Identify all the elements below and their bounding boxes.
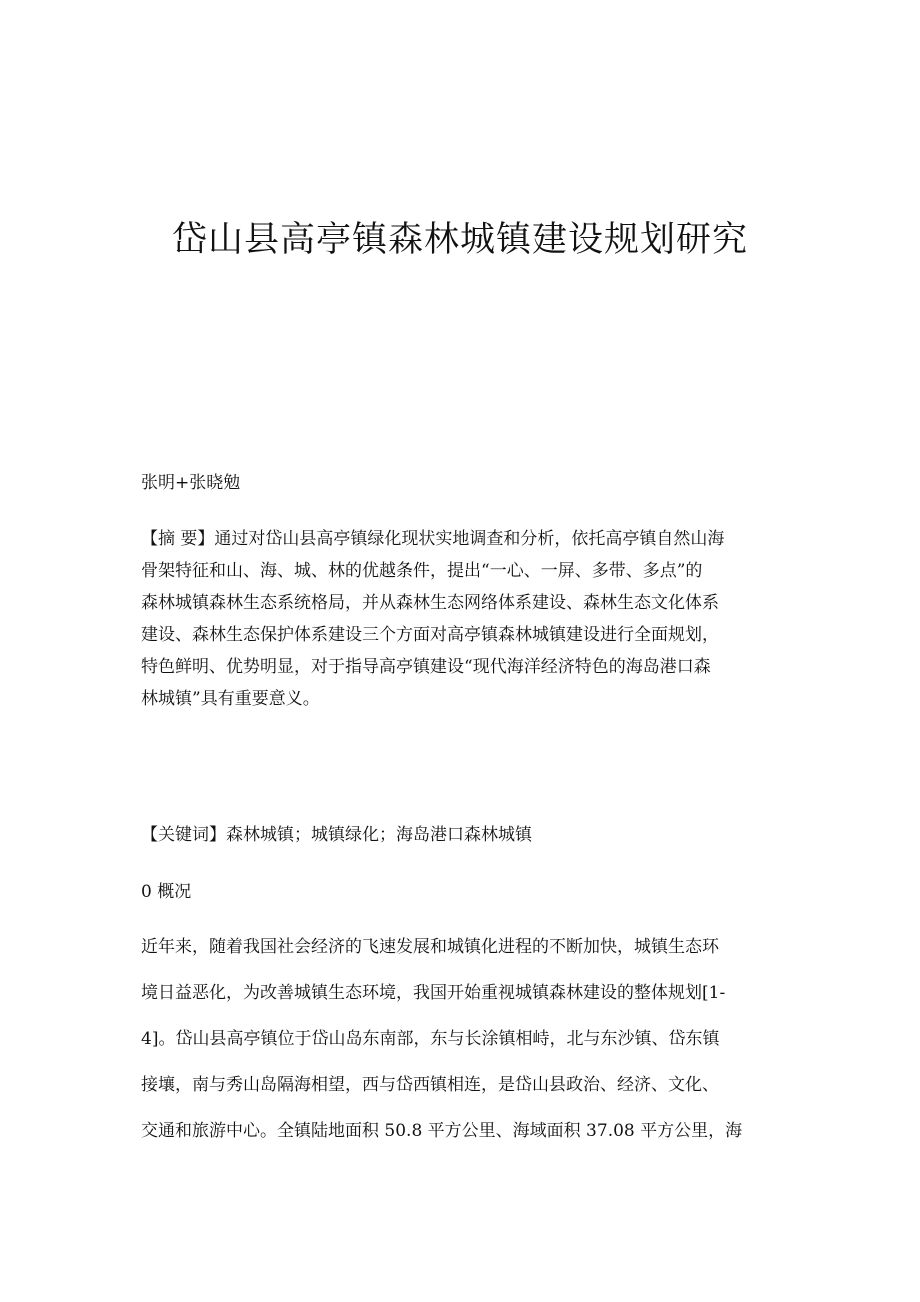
abstract-line: 森林城镇森林生态系统格局，并从森林生态网络体系建设、森林生态文化体系 bbox=[141, 593, 719, 613]
keywords-line: 【关键词】森林城镇；城镇绿化；海岛港口森林城镇 bbox=[141, 825, 532, 845]
section-line: 近年来，随着我国社会经济的飞速发展和城镇化进程的不断加快，城镇生态环 bbox=[141, 937, 719, 957]
abstract-line: 林城镇”具有重要意义。 bbox=[141, 689, 320, 709]
section-line: 4]。岱山县高亭镇位于岱山岛东南部，东与长涂镇相峙，北与东沙镇、岱东镇 bbox=[141, 1029, 720, 1049]
section-line: 境日益恶化，为改善城镇生态环境，我国开始重视城镇森林建设的整体规划[1- bbox=[141, 983, 726, 1003]
paper-title: 岱山县高亭镇森林城镇建设规划研究 bbox=[171, 220, 748, 260]
abstract-line: 特色鲜明、优势明显，对于指导高亭镇建设“现代海洋经济特色的海岛港口森 bbox=[141, 657, 711, 677]
section-line: 交通和旅游中心。全镇陆地面积 50.8 平方公里、海域面积 37.08 平方公里，海 bbox=[141, 1121, 743, 1141]
abstract-line: 【摘 要】通过对岱山县高亭镇绿化现状实地调查和分析，依托高亭镇自然山海 bbox=[141, 529, 725, 549]
abstract-paragraph bbox=[141, 523, 781, 715]
abstract-line: 建设、森林生态保护体系建设三个方面对高亭镇森林城镇建设进行全面规划， bbox=[141, 625, 719, 645]
section-line: 接壤，南与秀山岛隔海相望，西与岱西镇相连，是岱山县政治、经济、文化、 bbox=[141, 1075, 719, 1095]
author-line: 张明+张晓勉 bbox=[141, 473, 241, 493]
section-heading: 0 概况 bbox=[141, 882, 192, 902]
abstract-line: 骨架特征和山、海、城、林的优越条件，提出“一心、一屏、多带、多点”的 bbox=[141, 561, 703, 581]
section-paragraph bbox=[141, 931, 781, 1161]
